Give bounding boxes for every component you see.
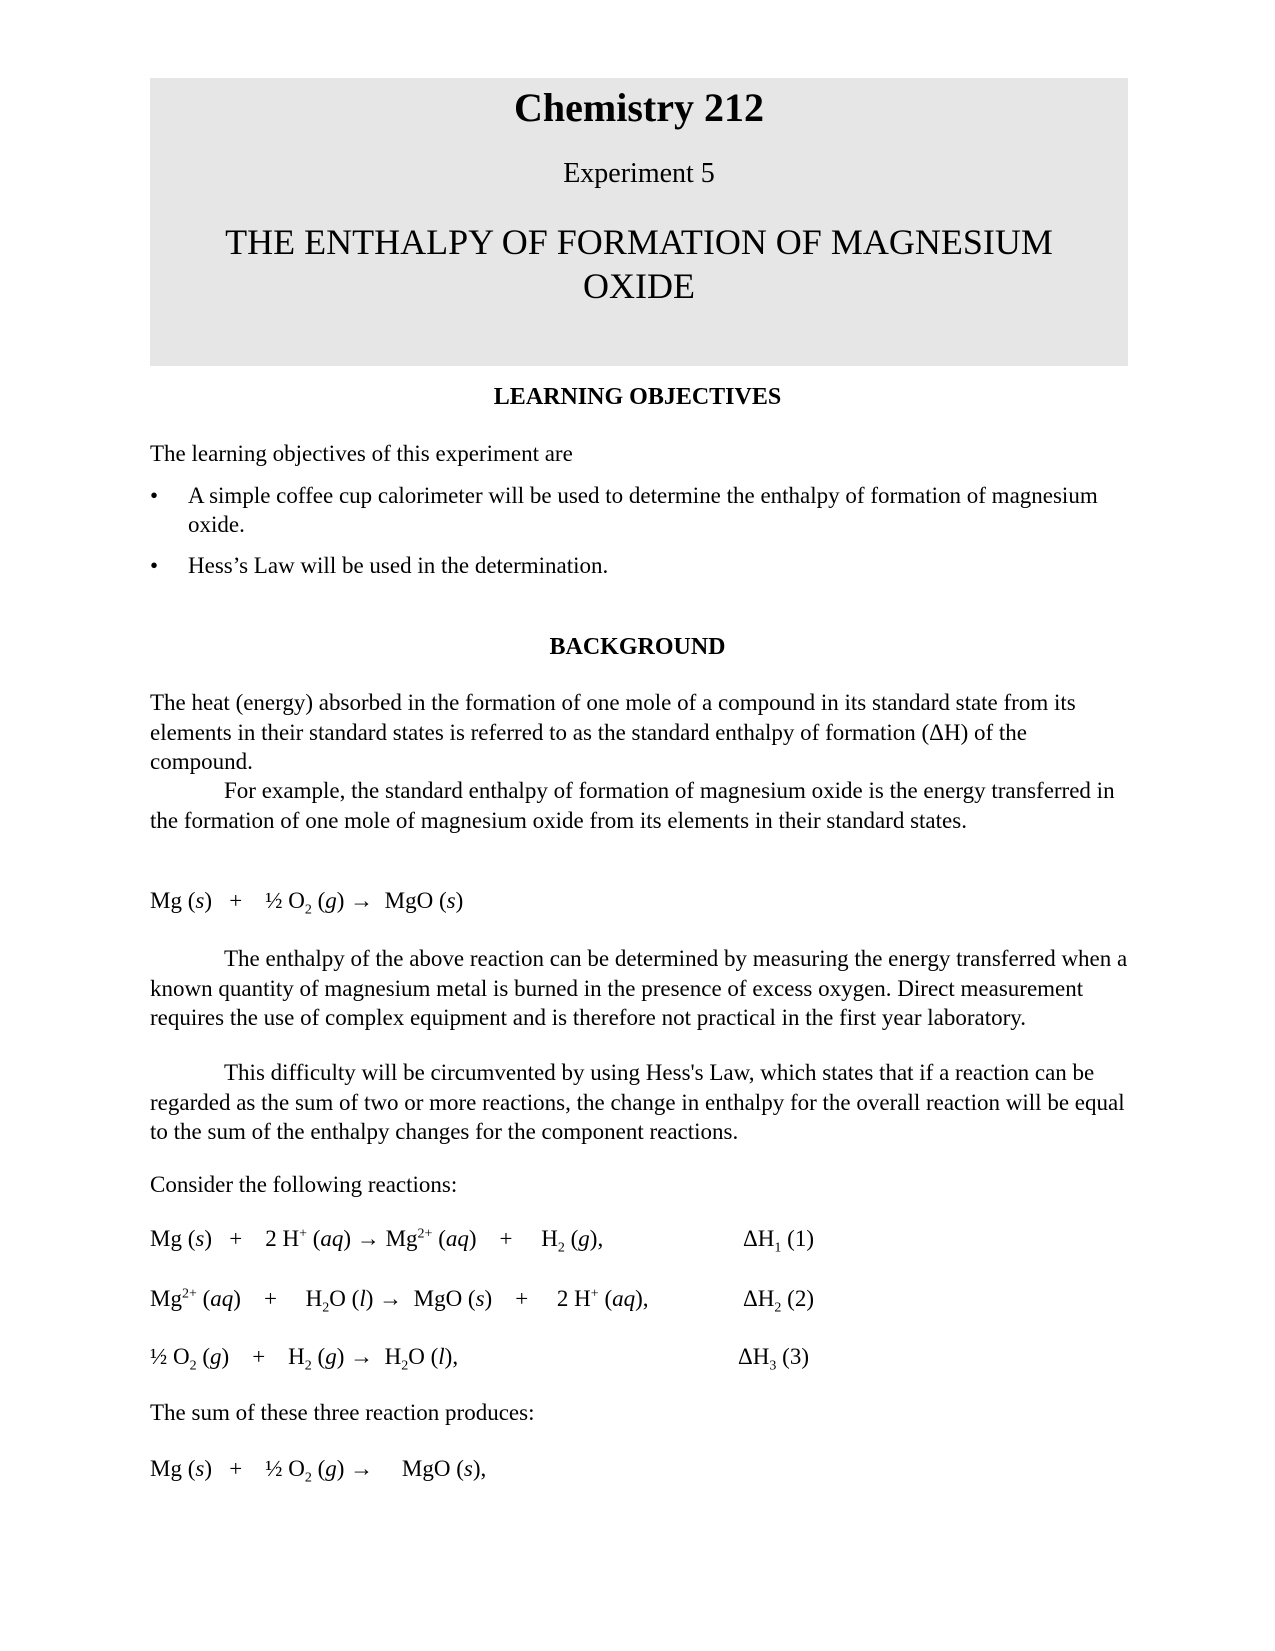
reaction-code-3: $\Delta H_3$ (3) xyxy=(738,1344,809,1374)
background-heading: BACKGROUND xyxy=(549,634,726,660)
sum-text: The sum of these three reaction produces: xyxy=(150,1400,535,1425)
background-paragraph: For example, the standard enthalpy of formation of magnesium oxide is the energy transferred in the formation of one mole of magnesium oxide from its elements in their standard states. xyxy=(150,778,1115,833)
background-paragraph: The heat (energy) absorbed in the formation of one mole of a compound in its standard state from its elements in their standard states is referred to as the standard enthalpy of formation (ΔH) of the compound. xyxy=(150,690,1076,774)
bullet-icon: • xyxy=(150,483,159,508)
equation-sum: Mg (s) + ½ $O_2$ (g) → MgO (s), xyxy=(150,1456,487,1486)
course-title: Chemistry 212 xyxy=(514,85,764,130)
experiment-title: THE ENTHALPY OF FORMATION OF MAGNESIUM OXIDE xyxy=(225,222,1053,306)
equation-1: Mg (s) + 2 H+ $(aq) \to Mg^{2+}$ (aq) + $H_2$ (g), xyxy=(150,1226,604,1256)
reaction-code-2: $\Delta H_2$ (2) xyxy=(743,1286,814,1316)
list-item xyxy=(150,551,1130,580)
objectives-intro: The learning objectives of this experiment are xyxy=(150,441,573,466)
experiment-number: Experiment 5 xyxy=(563,158,715,189)
background-paragraph: This difficulty will be circumvented by using Hess's Law, which states that if a reaction can be regarded as the sum of two or more reactions, the change in enthalpy for the overall reaction will be equal to the sum of the enthalpy changes for the component reactions. xyxy=(150,1060,1125,1144)
equation-3: ½ $O_2$ (g) + $H_2$ $(g) \to H_2O$ (l), xyxy=(150,1344,459,1374)
objectives-heading: LEARNING OBJECTIVES xyxy=(493,384,782,410)
consider-text: Consider the following reactions: xyxy=(150,1172,458,1197)
bullet-icon: • xyxy=(150,553,159,578)
background-paragraph: The enthalpy of the above reaction can be determined by measuring the energy transferred when a known quantity of magnesium metal is burned in the presence of excess oxygen. Direct measurement requires the use of complex equipment and is therefore not practical in the first year laboratory. xyxy=(150,946,1128,1030)
equation-overall: Mg (s) + ½ $O_2$ (g) → MgO (s) xyxy=(150,888,464,918)
equation-2: $Mg^{2+}$ (aq) + $H_2O$ (l) → MgO (s) + 2 H+ (aq), xyxy=(150,1286,649,1316)
list-item xyxy=(150,481,1130,539)
title-block xyxy=(150,78,1128,366)
reaction-code-1: $\Delta H_1$ (1) xyxy=(743,1226,814,1256)
objective-text: Hess’s Law will be used in the determination. xyxy=(188,553,609,578)
objective-text: A simple coffee cup calorimeter will be used to determine the enthalpy of formation of magnesium oxide. xyxy=(188,483,1098,537)
